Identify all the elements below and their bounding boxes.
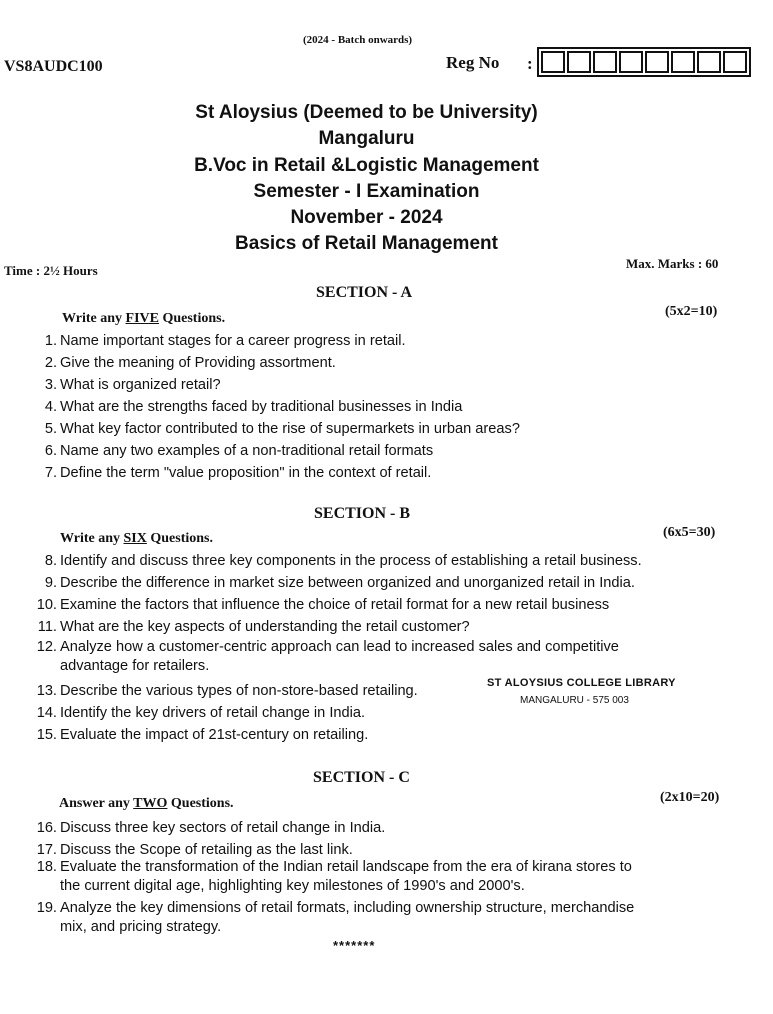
section-a-heading: SECTION - A (316, 284, 413, 301)
time-allowed: Time : 2½ Hours (4, 263, 98, 278)
question: 10. Examine the factors that influence the choice of retail format for a new retail business (36, 597, 610, 613)
question: 11. What are the key aspects of understanding the retail customer? (37, 619, 470, 635)
city: Mangaluru (318, 128, 415, 150)
question: 5. What key factor contributed to the rise of supermarkets in urban areas? (44, 421, 520, 437)
question: 8. Identify and discuss three key components in the process of establishing a retail business. (44, 553, 642, 569)
question: 13. Describe the various types of non-store-based retailing. (36, 683, 418, 699)
university-name: St Aloysius (Deemed to be University) (195, 102, 538, 123)
batch-note: (2024 - Batch onwards) (303, 34, 413, 46)
exam-name: Semester - I Examination (253, 180, 480, 202)
section-c-marks: (2x10=20) (660, 790, 720, 805)
section-b-heading: SECTION - B (314, 505, 411, 522)
question: 18. Evaluate the transformation of the Indian retail landscape from the era of kirana stores to the current digital age, highlighting key milestones of 1990's and 2000's. (36, 859, 632, 894)
reg-no-label: Reg No (446, 53, 500, 72)
reg-box (541, 51, 565, 73)
end-marker: ******* (333, 938, 376, 953)
question: 3. What is organized retail? (44, 377, 221, 393)
library-stamp-line1: ST ALOYSIUS COLLEGE LIBRARY (487, 677, 676, 689)
question: 12. Analyze how a customer-centric approach can lead to increased sales and competitive advantage for retailers. (36, 639, 619, 674)
reg-box (645, 51, 669, 73)
question: 16. Discuss three key sectors of retail change in India. (36, 820, 386, 836)
reg-box (671, 51, 695, 73)
question: 9. Describe the difference in market size between organized and unorganized retail in India. (44, 575, 635, 591)
reg-box (593, 51, 617, 73)
section-c-heading: SECTION - C (313, 769, 410, 786)
reg-box (567, 51, 591, 73)
exam-month: November - 2024 (290, 207, 443, 229)
question: 7. Define the term "value proposition" in the context of retail. (44, 465, 432, 481)
reg-box (697, 51, 721, 73)
library-stamp-line2: MANGALURU - 575 003 (520, 695, 629, 706)
question: 17. Discuss the Scope of retailing as the last link. (36, 842, 353, 858)
question: 14. Identify the key drivers of retail change in India. (36, 705, 366, 721)
max-marks: Max. Marks : 60 (626, 256, 719, 271)
subject-title: Basics of Retail Management (235, 233, 498, 255)
section-b-marks: (6x5=30) (663, 525, 716, 540)
reg-box (619, 51, 643, 73)
question: 19. Analyze the key dimensions of retail formats, including ownership structure, merchandise mix, and pricing strategy. (36, 900, 635, 935)
section-c-instruction: Answer any TWO Questions. (59, 796, 234, 811)
reg-box (723, 51, 747, 73)
question: 2. Give the meaning of Providing assortment. (44, 355, 336, 371)
question: 15. Evaluate the impact of 21st-century on retailing. (36, 727, 369, 743)
section-b-instruction: Write any SIX Questions. (60, 531, 213, 546)
question: 1. Name important stages for a career progress in retail. (44, 333, 406, 349)
section-a-marks: (5x2=10) (665, 304, 718, 319)
reg-no-boxes (537, 47, 751, 77)
question: 6. Name any two examples of a non-traditional retail formats (44, 443, 434, 459)
section-a-instruction: Write any FIVE Questions. (62, 311, 226, 326)
paper-code: VS8AUDC100 (4, 58, 103, 75)
reg-no-colon: : (527, 54, 533, 73)
programme: B.Voc in Retail &Logistic Management (194, 154, 539, 176)
question: 4. What are the strengths faced by traditional businesses in India (44, 399, 463, 415)
title-block (0, 100, 733, 258)
